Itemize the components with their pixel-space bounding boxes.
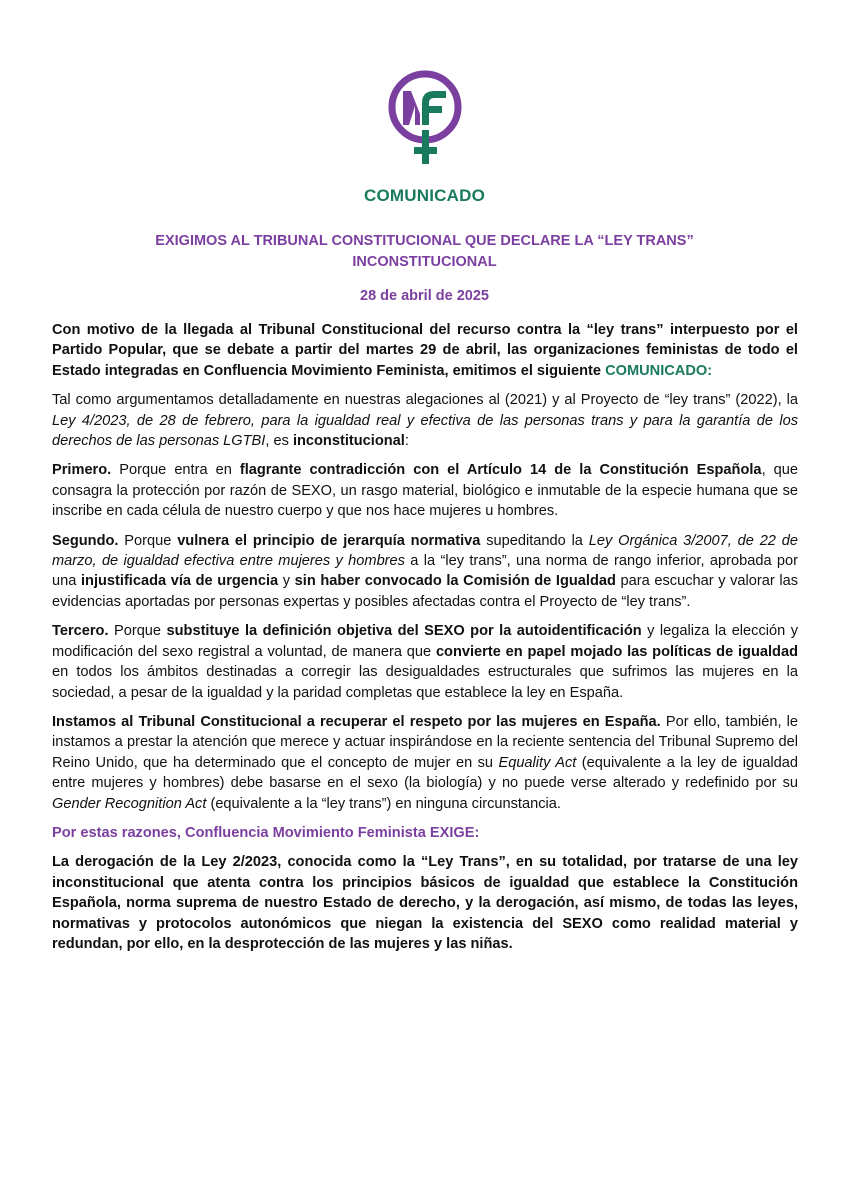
law-name: Ley Orgánica 3/2007, de 22 de marzo, de igualdad efectiva entre mujeres y hombres	[52, 532, 798, 570]
document-title	[0, 231, 849, 273]
text-span: en todos los ámbitos destinadas a corregir las desigualdades estructurales que sufrimos las mujeres en la sociedad, a pesar de la igualdad y la paridad completas que establece la ley en España.	[52, 664, 798, 701]
text-span: :	[404, 433, 409, 450]
intro-text: Con motivo de la llegada al Tribunal Constitucional del recurso contra la “ley trans” interpuesto por el Partido Popular, que se debate a partir del martes 29 de abril, las organizaciones feministas de todo el Estado integradas en Confluencia Movimiento Feminista, emitimos el siguiente	[52, 322, 798, 379]
intro-highlight: COMUNICADO:	[605, 362, 713, 379]
text-span: a la “ley trans”, una norma de rango inferior, aprobada por una	[52, 553, 798, 590]
paragraph-tercero	[52, 621, 798, 703]
exige-heading: Por estas razones, Confluencia Movimiento Feminista EXIGE:	[52, 824, 480, 841]
law-name: Gender Recognition Act	[52, 795, 207, 812]
text-span: y legaliza la elección y modificación del sexo registral a voluntad, de manera que	[52, 623, 798, 660]
document-body	[52, 320, 798, 963]
text-span: Porque	[118, 532, 178, 549]
document-date: 28 de abril de 2025	[360, 288, 489, 304]
inconstitucional-emphasis: inconstitucional	[292, 433, 405, 450]
primero-label: Primero.	[52, 462, 112, 479]
text-span: Tal como argumentamos detalladamente en nuestras alegaciones al (2021) y al Proyecto de “ley trans” (2022), la	[52, 392, 798, 409]
text-span: Porque	[108, 623, 167, 640]
emphasis: sin haber convocado la Comisión de Igualdad	[294, 573, 616, 590]
paragraph-primero	[52, 460, 798, 521]
document-title-line2: INCONSTITUCIONAL	[352, 254, 497, 270]
paragraph-tal-como	[52, 390, 798, 451]
emphasis: flagrante contradicción con el Artículo 14 de la Constitución Española	[239, 462, 762, 479]
text-span: (equivalente a la “ley trans”) en ninguna circunstancia.	[206, 795, 561, 812]
comunicado-title: COMUNICADO	[364, 186, 485, 205]
segundo-label: Segundo.	[52, 532, 119, 549]
text-span: Por ello, también, le instamos a prestar la atención que merece y actuar inspirándose en la reciente sentencia del Tribunal Supremo del Reino Unido, que ha determinado que el concepto de mujer en su	[52, 713, 798, 771]
emphasis: injustificada vía de urgencia	[80, 573, 279, 590]
law-name: Ley 4/2023, de 28 de febrero, para la igualdad real y efectiva de las personas trans y para la garantía de los derechos de las personas LGTBI	[52, 412, 798, 450]
text-span: Porque entra en	[111, 462, 240, 479]
tercero-label: Tercero.	[52, 623, 109, 640]
text-span: (equivalente a la ley de igualdad entre mujeres y hombres) debe basarse en el sexo (la biología) y no puede verse alterado y redefinido por su	[52, 754, 798, 792]
emphasis: Instamos al Tribunal Constitucional a recuperar el respeto por las mujeres en España.	[52, 713, 661, 730]
text-span: para escuchar y valorar las evidencias aportadas por personas expertas y posibles afectadas contra el Proyecto de “ley trans”.	[52, 573, 798, 610]
mf-logo	[384, 70, 466, 166]
emphasis: vulnera el principio de jerarquía normativa	[177, 532, 481, 549]
paragraph-derogacion: La derogación de la Ley 2/2023, conocida como la “Ley Trans”, en su totalidad, por tratarse de una ley inconstitucional que atenta contra los principios básicos de igualdad que establece la Constitución Española, norma suprema de nuestro Estado de derecho, y la derogación, así mismo, de todas las leyes, normativas y protocolos autonómicos que niegan la existencia del SEXO como realidad material y redundan, por ello, en la desprotección de las mujeres y las niñas.	[52, 854, 798, 952]
text-span: , es	[265, 433, 293, 450]
text-span: y	[278, 573, 295, 590]
emphasis: convierte en papel mojado las políticas de igualdad	[435, 643, 798, 660]
paragraph-instamos	[52, 712, 798, 814]
emphasis: substituye la definición objetiva del SEXO por la autoidentificación	[166, 623, 642, 640]
venus-mf-logo-icon	[384, 70, 466, 166]
text-span: , que consagra la protección por razón de SEXO, un rasgo material, biológico e inmutable de la especie humana que se inscribe en cada célula de nuestro cuerpo y que nos hace mujeres u hombres.	[52, 462, 798, 520]
document-title-line1: EXIGIMOS AL TRIBUNAL CONSTITUCIONAL QUE DECLARE LA “LEY TRANS”	[155, 233, 694, 249]
paragraph-segundo	[52, 531, 798, 613]
text-span: supeditando la	[480, 532, 589, 549]
intro-paragraph	[52, 320, 798, 381]
law-name: Equality Act	[498, 754, 577, 771]
